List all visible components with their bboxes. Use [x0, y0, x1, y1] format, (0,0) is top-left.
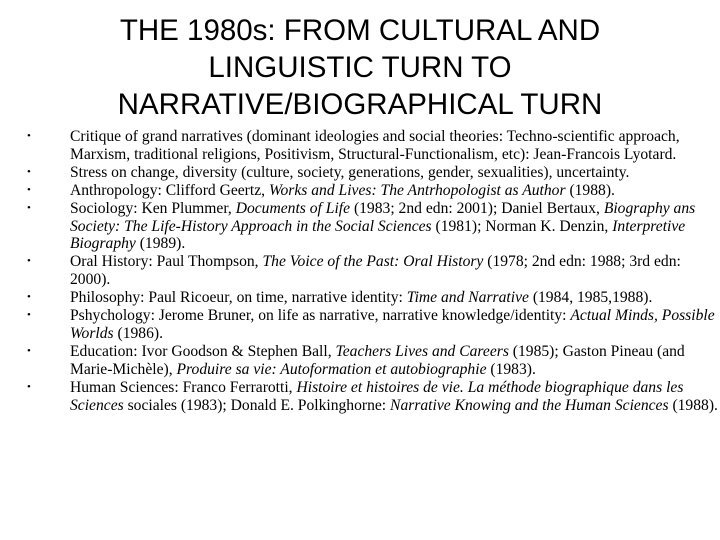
bullet-text: Critique of grand narratives (dominant ideologies and social theories: Techno-scientific approach, Marxism, traditional religions, Positivism, Structural-Functionalism, etc): Jean-Francois Lyotard. — [70, 128, 680, 163]
bullet-text: (1983). — [486, 360, 536, 378]
bullet-icon: • — [27, 291, 31, 304]
title-line: THE 1980s: FROM CULTURAL AND — [119, 14, 601, 47]
bullet-icon: • — [27, 165, 31, 178]
bullet-icon: • — [27, 344, 31, 357]
bullet-icon: • — [27, 255, 31, 268]
bullet-item-oral-history — [20, 253, 720, 289]
bullet-text: (1985); Gaston Pineau (and Marie-Michèle), — [70, 342, 685, 378]
book-title: The Voice of the Past: Oral History — [262, 253, 484, 271]
bullet-text: Stress on change, diversity (culture, society, generations, gender, sexualities), uncertainty. — [70, 163, 630, 181]
bullet-text: (1986). — [113, 324, 163, 342]
bullet-item-education — [20, 343, 720, 379]
bullet-text: (1978; 2nd edn: 1988; 3rd edn: 2000). — [70, 253, 681, 289]
book-title: Produire sa vie: Autoformation et autobiographie — [176, 360, 487, 378]
bullet-item-sociology — [20, 200, 720, 254]
bullet-text: (1989). — [135, 235, 186, 253]
bullet-text: (1981); Norman K. Denzin, — [431, 217, 613, 235]
book-title: Biography ans Society: The Life-History Approach in the Social Sciences — [70, 199, 696, 235]
book-title: Teachers Lives and Careers — [335, 342, 509, 360]
book-title: Time and Narrative — [406, 289, 529, 307]
book-title: Actual Minds, Possible Worlds — [70, 307, 715, 342]
book-title: Documents of Life — [235, 199, 351, 217]
bullet-text: Sociology: Ken Plummer, — [70, 199, 236, 217]
bullet-item-philosophy — [20, 289, 720, 307]
bullet-text: Education: Ivor Goodson & Stephen Ball, — [70, 342, 336, 360]
bullet-item-human-sciences — [20, 379, 720, 415]
bullet-text: (1988). — [565, 181, 615, 199]
bullet-text: Oral History: Paul Thompson, — [70, 253, 263, 271]
bullet-text: Human Sciences: Franco Ferrarotti, — [70, 378, 297, 396]
bullet-text: sociales (1983); Donald E. Polkinghorne: — [123, 396, 391, 414]
bullet-icon: • — [27, 309, 31, 322]
title-line: NARRATIVE/BIOGRAPHICAL TURN — [117, 88, 603, 121]
bullet-list — [20, 128, 720, 415]
bullet-text: (1983; 2nd edn: 2001); Daniel Bertaux, — [350, 199, 604, 217]
bullet-text: (1988). — [668, 396, 718, 414]
bullet-item-psychology — [20, 307, 720, 343]
bullet-item-change-diversity — [20, 164, 720, 182]
bullet-icon: • — [27, 183, 31, 196]
book-title: Interpretive Biography — [70, 217, 686, 253]
bullet-icon: • — [27, 201, 31, 214]
book-title: Works and Lives: The Antrhopologist as Author — [268, 181, 566, 199]
bullet-text: Philosophy: Paul Ricoeur, on time, narrative identity: — [70, 289, 407, 307]
book-title: Narrative Knowing and the Human Sciences — [390, 396, 669, 414]
bullet-item-anthropology — [20, 182, 720, 200]
bullet-icon: • — [27, 380, 31, 393]
slide-title — [40, 12, 680, 123]
title-line: LINGUISTIC TURN TO — [208, 51, 512, 84]
book-title: Histoire et histoires de vie. La méthode biographique dans les Sciences — [70, 378, 684, 414]
bullet-text: Pshychology: Jerome Bruner, on life as narrative, narrative knowledge/identity: — [70, 307, 571, 325]
bullet-text: Anthropology: Clifford Geertz, — [70, 181, 269, 199]
bullet-icon: • — [27, 130, 31, 142]
bullet-text: (1984, 1985,1988). — [528, 289, 653, 307]
bullet-item-postmodern-critique — [20, 128, 720, 164]
